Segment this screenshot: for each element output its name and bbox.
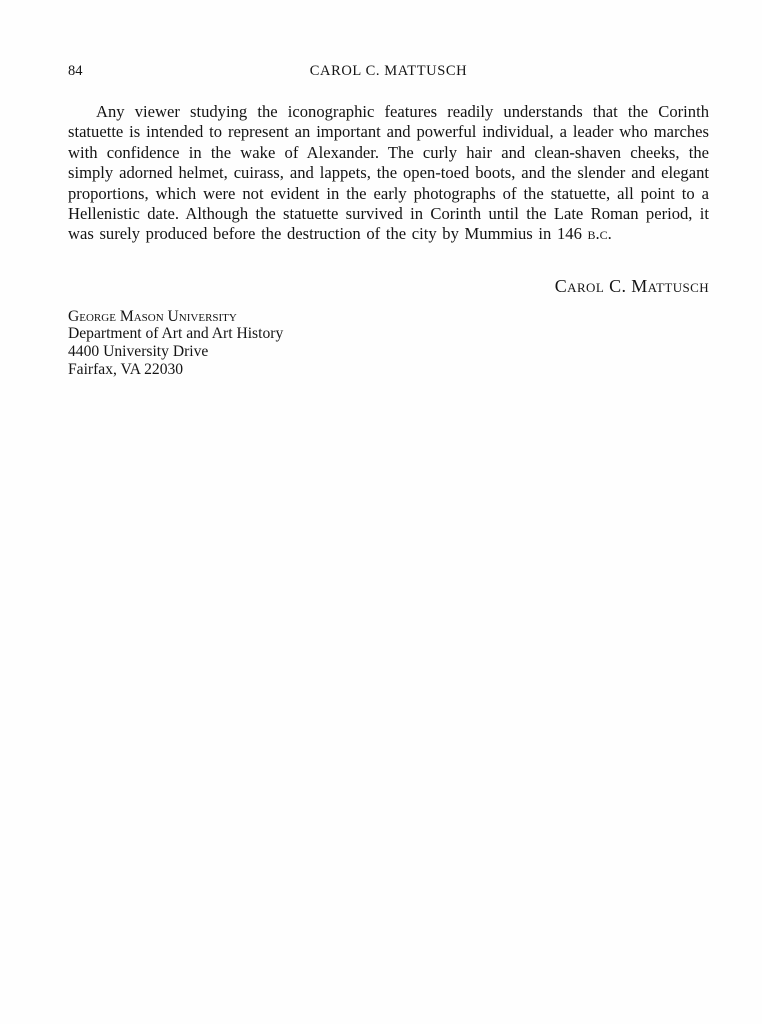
affiliation-block	[68, 308, 709, 378]
street-address: 4400 University Drive	[68, 343, 209, 361]
closing-paragraph	[68, 102, 709, 245]
department-name: Department of Art and Art History	[68, 325, 284, 343]
paragraph-text: Any viewer studying the iconographic features readily understands that the Corinth statuette is intended to represent an important and powerful individual, a leader who marches with confidence in the wake of Alexander. The curly hair and clean-shaven cheeks, the simply adorned helmet, cuirass, and lappets, the open-toed boots, and the slender and elegant proportions, which were not evident in the early photographs of the statuette, all point to a Hellenistic date. Although the statuette survived in Corinth until the Late Roman period, it was surely produced before the destruction of the city by Mummius in 146	[68, 102, 709, 244]
article-body	[68, 102, 709, 378]
institution-name: George Mason University	[68, 307, 237, 325]
page-content	[68, 62, 709, 378]
page-number: 84	[68, 63, 83, 79]
city-state-zip: Fairfax, VA 22030	[68, 360, 184, 378]
era-abbreviation: b.c.	[587, 224, 612, 244]
author-signature: Carol C. Mattusch	[554, 275, 709, 296]
running-header-title: CAROL C. MATTUSCH	[309, 63, 468, 79]
running-header	[68, 62, 709, 80]
